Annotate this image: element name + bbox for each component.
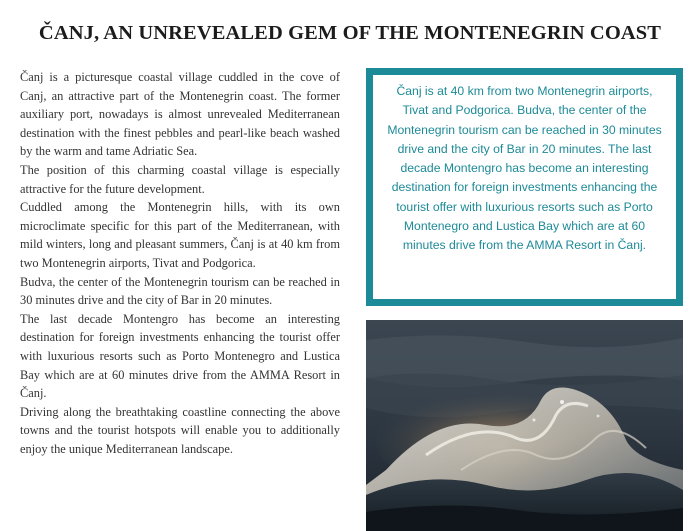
paragraph-budva: Budva, the center of the Montenegrin tourism can be reached in 30 minutes drive and the city of Bar in 20 minutes.	[20, 274, 340, 308]
paragraph-coastline: Driving along the breathtaking coastline connecting the above towns and the tourist hotspots will enable you to additionally enjoy the unique Mediterranean landscape.	[20, 404, 340, 456]
paragraph-microclimate: Cuddled among the Montenegrin hills, with its own microclimate specific for this part of the Mediterranean, with mild winters, long and pleasant summers, Čanj is at 40 km from two Montenegrin airports, Tivat and Podgorica.	[20, 200, 340, 270]
page-title: ČANJ, AN UNREVEALED GEM OF THE MONTENEGRIN COAST	[38, 22, 662, 44]
paragraph-intro: Čanj is a picturesque coastal village cuddled in the cove of Canj, an attractive part of the Montenegrin coast. The former auxiliary port, nowadays is almost unrevealed Mediterranean destination with the finest pebbles and pearl-like beach washed by the warm and tame Adriatic Sea.	[20, 70, 340, 159]
callout-text: Čanj is at 40 km from two Montenegrin airports, Tivat and Podgorica. Budva, the center of the Montenegrin tourism can be reached in 30 minutes drive and the city of Bar in 20 minutes. The last decade Montengro has become an interesting destination for foreign investments enhancing the tourist offer with luxurious resorts such as Porto Montenegro and Lustica Bay which are at 60 minutes drive from the AMMA Resort in Čanj.	[387, 84, 662, 253]
paragraph-investments: The last decade Montengro has become an interesting destination for foreign investments enhancing the tourist offer with luxurious resorts such as Porto Montenegro and Lustica Bay which are at 60 minutes drive from the AMMA Resort in Čanj.	[20, 311, 340, 401]
sea-wave-photo	[366, 320, 683, 531]
sea-wave-image	[366, 320, 683, 531]
callout-box	[366, 68, 683, 306]
article-body	[20, 68, 340, 458]
paragraph-position: The position of this charming coastal village is especially attractive for the future development.	[20, 162, 340, 196]
